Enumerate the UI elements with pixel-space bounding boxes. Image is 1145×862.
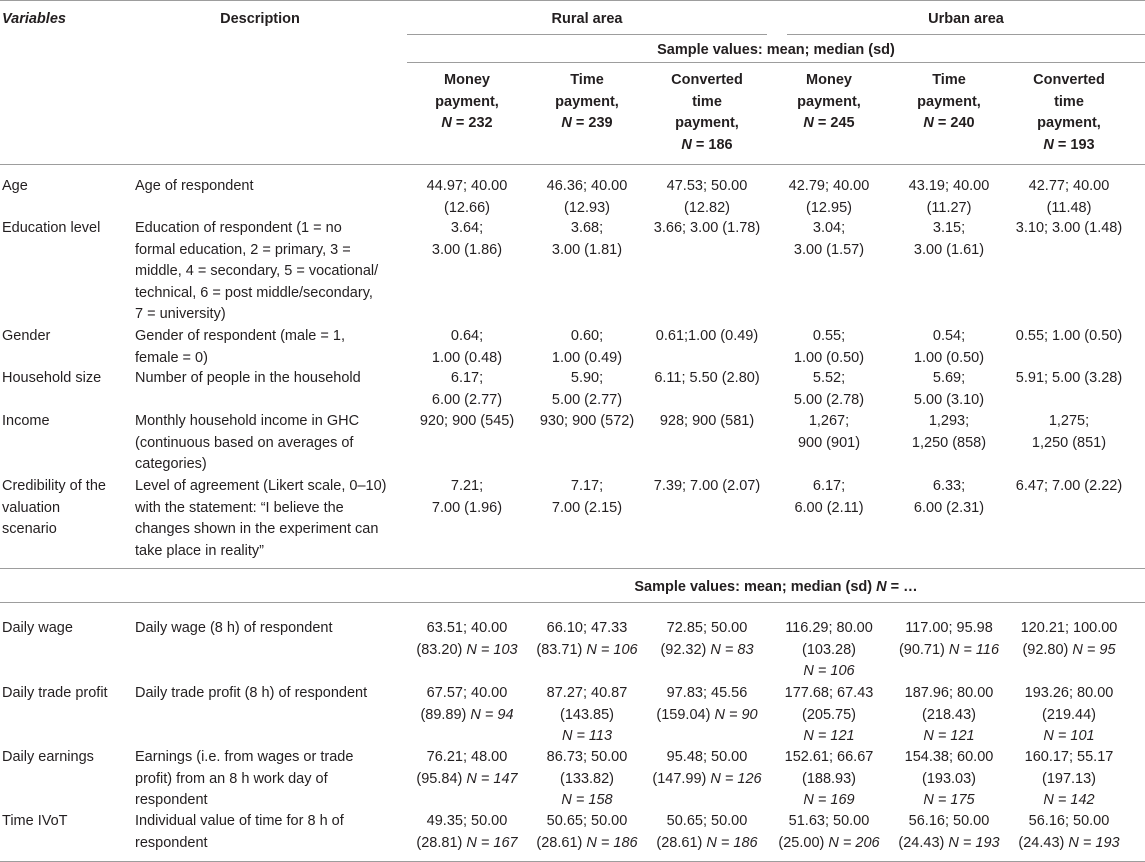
data-cell: 0.64; 1.00 (0.48) [431, 328, 503, 366]
data-cell: 6.47; 7.00 (2.22) [1015, 478, 1123, 494]
data-cell: 5.52; 5.00 (2.78) [793, 370, 865, 408]
sample-rule [407, 62, 1145, 63]
row-variable: Gender [2, 328, 51, 344]
data-cell: 3.68; 3.00 (1.81) [551, 220, 623, 258]
rural-rule [407, 34, 767, 35]
column-header: Converted time payment, N = 186 [671, 72, 743, 153]
data-cell: 3.64; 3.00 (1.86) [431, 220, 503, 258]
data-cell: 1,275; 1,250 (851) [1031, 413, 1107, 451]
data-cell: 1,293; 1,250 (858) [911, 413, 987, 451]
data-cell: 920; 900 (545) [419, 413, 515, 429]
data-cell: 7.39; 7.00 (2.07) [653, 478, 761, 494]
data-cell: 46.36; 40.00 (12.93) [546, 178, 628, 216]
row-variable: Daily trade profit [2, 685, 108, 701]
data-cell: 117.00; 95.98 (90.71) N = 116 [898, 620, 1000, 658]
data-cell: 67.57; 40.00 (89.89) N = 94 [420, 685, 514, 723]
data-cell: 160.17; 55.17 (197.13) N = 142 [1024, 749, 1114, 808]
data-cell: 87.27; 40.87 (143.85) N = 113 [546, 685, 628, 744]
column-header: Time payment, N = 240 [917, 72, 981, 131]
section-rule-top [0, 568, 1145, 569]
data-cell: 56.16; 50.00 (24.43) N = 193 [898, 813, 1000, 851]
data-cell: 6.33; 6.00 (2.31) [913, 478, 985, 516]
data-cell: 76.21; 48.00 (95.84) N = 147 [416, 749, 518, 787]
data-cell: 63.51; 40.00 (83.20) N = 103 [416, 620, 518, 658]
header-urban: Urban area [928, 11, 1004, 27]
row-description: Level of agreement (Likert scale, 0–10) with the statement: “I believe the changes shown in the experiment can take place in reality” [135, 478, 387, 559]
data-cell: 5.69; 5.00 (3.10) [913, 370, 985, 408]
data-cell: 928; 900 (581) [659, 413, 755, 429]
row-variable: Education level [2, 220, 101, 236]
data-cell: 6.17; 6.00 (2.11) [794, 478, 864, 516]
data-cell: 3.15; 3.00 (1.61) [913, 220, 985, 258]
data-cell: 116.29; 80.00 (103.28) N = 106 [785, 620, 873, 679]
header-description: Description [220, 11, 300, 27]
row-variable: Daily wage [2, 620, 73, 636]
data-cell: 193.26; 80.00 (219.44) N = 101 [1024, 685, 1114, 744]
data-cell: 86.73; 50.00 (133.82) N = 158 [546, 749, 628, 808]
row-variable: Credibility of the valuation scenario [2, 478, 106, 537]
data-cell: 930; 900 (572) [539, 413, 635, 429]
column-header: Time payment, N = 239 [555, 72, 619, 131]
data-cell: 0.60; 1.00 (0.49) [551, 328, 623, 366]
data-cell: 42.79; 40.00 (12.95) [788, 178, 870, 216]
urban-rule [787, 34, 1145, 35]
data-cell: 7.21; 7.00 (1.96) [431, 478, 503, 516]
data-cell: 44.97; 40.00 (12.66) [426, 178, 508, 216]
data-cell: 154.38; 60.00 (193.03) N = 175 [904, 749, 994, 808]
header-variables: Variables [2, 11, 66, 27]
data-cell: 43.19; 40.00 (11.27) [908, 178, 990, 216]
column-header: Money payment, N = 245 [797, 72, 861, 131]
header-sample-values: Sample values: mean; median (sd) [657, 42, 895, 58]
data-cell: 50.65; 50.00 (28.61) N = 186 [656, 813, 758, 851]
row-description: Daily wage (8 h) of respondent [135, 620, 333, 636]
data-cell: 56.16; 50.00 (24.43) N = 193 [1018, 813, 1120, 851]
row-variable: Daily earnings [2, 749, 94, 765]
data-cell: 5.91; 5.00 (3.28) [1015, 370, 1123, 386]
row-variable: Household size [2, 370, 102, 386]
data-cell: 66.10; 47.33 (83.71) N = 106 [536, 620, 638, 658]
data-cell: 120.21; 100.00 (92.80) N = 95 [1020, 620, 1118, 658]
row-description: Age of respondent [135, 178, 254, 194]
top-rule [0, 0, 1145, 1]
row-description: Daily trade profit (8 h) of respondent [135, 685, 368, 701]
data-cell: 3.04; 3.00 (1.57) [793, 220, 865, 258]
row-description: Monthly household income in GHC (continuous based on averages of categories) [135, 413, 360, 472]
data-cell: 152.61; 66.67 (188.93) N = 169 [784, 749, 874, 808]
data-cell: 72.85; 50.00 (92.32) N = 83 [660, 620, 754, 658]
header-rural: Rural area [551, 11, 623, 27]
row-description: Earnings (i.e. from wages or trade profit) from an 8 h work day of respondent [135, 749, 354, 808]
data-cell: 0.61;1.00 (0.49) [655, 328, 759, 344]
column-header: Converted time payment, N = 193 [1033, 72, 1105, 153]
data-cell: 6.17; 6.00 (2.77) [431, 370, 503, 408]
section-rule-bottom [0, 602, 1145, 603]
row-variable: Income [2, 413, 50, 429]
data-cell: 95.48; 50.00 (147.99) N = 126 [652, 749, 762, 787]
data-cell: 1,267; 900 (901) [797, 413, 861, 451]
data-cell: 42.77; 40.00 (11.48) [1028, 178, 1110, 216]
data-cell: 7.17; 7.00 (2.15) [551, 478, 623, 516]
row-description: Individual value of time for 8 h of respondent [135, 813, 344, 851]
section2-label: Sample values: mean; median (sd) N = … [634, 579, 918, 595]
data-cell: 177.68; 67.43 (205.75) N = 121 [784, 685, 874, 744]
data-cell: 51.63; 50.00 (25.00) N = 206 [778, 813, 880, 851]
data-cell: 97.83; 45.56 (159.04) N = 90 [656, 685, 758, 723]
row-description: Education of respondent (1 = no formal education, 2 = primary, 3 = middle, 4 = secondary, 5 = vocational/ technical, 6 = post middle/secondary, 7 = university) [135, 220, 379, 322]
data-cell: 50.65; 50.00 (28.61) N = 186 [536, 813, 638, 851]
row-variable: Time IVoT [2, 813, 68, 829]
data-cell: 49.35; 50.00 (28.81) N = 167 [416, 813, 518, 851]
row-description: Number of people in the household [135, 370, 361, 386]
data-cell: 6.11; 5.50 (2.80) [654, 370, 760, 386]
data-cell: 0.54; 1.00 (0.50) [913, 328, 985, 366]
data-cell: 187.96; 80.00 (218.43) N = 121 [904, 685, 994, 744]
data-cell: 0.55; 1.00 (0.50) [1015, 328, 1123, 344]
column-header: Money payment, N = 232 [435, 72, 499, 131]
row-description: Gender of respondent (male = 1, female = 0) [135, 328, 345, 366]
data-cell: 3.66; 3.00 (1.78) [653, 220, 761, 236]
row-variable: Age [2, 178, 28, 194]
header-bottom-rule [0, 164, 1145, 165]
data-cell: 5.90; 5.00 (2.77) [551, 370, 623, 408]
data-cell: 47.53; 50.00 (12.82) [666, 178, 748, 216]
data-cell: 3.10; 3.00 (1.48) [1015, 220, 1123, 236]
data-cell: 0.55; 1.00 (0.50) [793, 328, 865, 366]
